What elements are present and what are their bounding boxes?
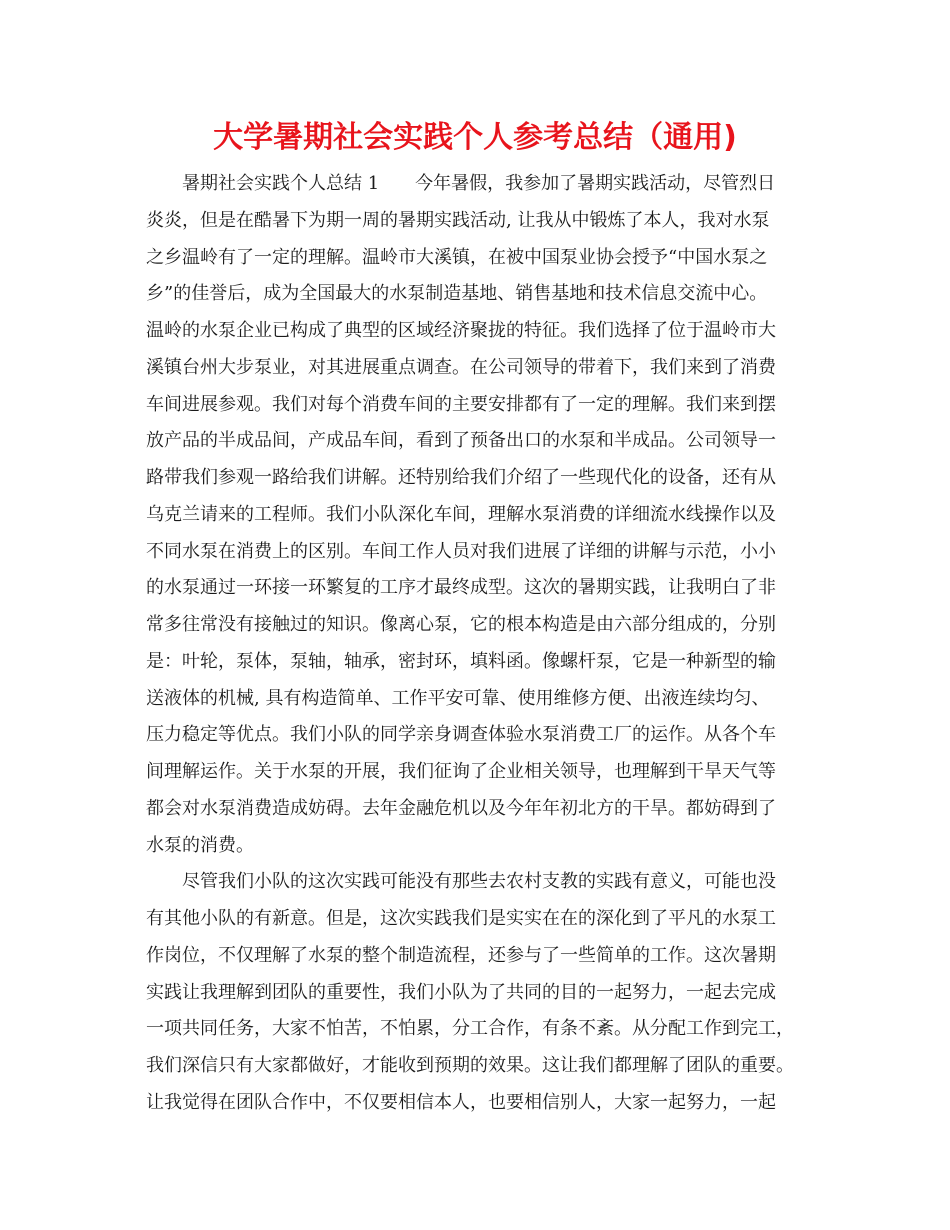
text-line: 之乡温岭有了一定的理解。温岭市大溪镇，在被中国泵业协会授予“中国水泵之 [146, 246, 768, 268]
text-line: 是：叶轮，泵体，泵轴，轴承，密封环，填料函。像螺杆泵，它是一种新型的输 [146, 650, 776, 672]
text-line: 有其他小队的有新意。但是，这次实践我们是实实在在的深化到了平凡的水泵工 [146, 908, 776, 929]
text-line: 不同水泵在消费上的区别。车间工作人员对我们进展了详细的讲解与示范，小小 [146, 540, 776, 562]
text-line: 我们深信只有大家都做好，才能收到预期的效果。这让我们都理解了团队的重要。 [146, 1055, 794, 1076]
text-line: 路带我们参观一路给我们讲解。还特别给我们介绍了一些现代化的设备，还有从 [146, 467, 776, 488]
text-line: 乡”的佳誉后，成为全国最大的水泵制造基地、销售基地和技术信息交流中心。 [146, 283, 768, 305]
text-line: 车间进展参观。我们对每个消费车间的主要安排都有了一定的理解。我们来到摆 [146, 393, 776, 415]
text-line: 都会对水泵消费造成妨碍。去年金融危机以及今年年初北方的干旱。都妨碍到了 [146, 797, 776, 819]
paragraph-2 [146, 864, 810, 1121]
text-line: 放产品的半成品间，产成品车间，看到了预备出口的水泵和半成品。公司领导一 [146, 430, 776, 452]
text-line: 作岗位，不仅理解了水泵的整个制造流程，还参与了一些简单的工作。这次暑期 [146, 944, 776, 966]
paragraph-1 [146, 166, 810, 864]
text-line: 一项共同任务，大家不怕苦，不怕累，分工合作，有条不紊。从分配工作到完工， [146, 1018, 794, 1040]
text-line: 实践让我理解到团队的重要性，我们小队为了共同的目的一起努力，一起去完成 [146, 981, 776, 1003]
text-line: 压力稳定等优点。我们小队的同学亲身调查体验水泵消费工厂的运作。从各个车 [146, 724, 776, 746]
document-body [146, 166, 810, 1122]
text-line: 让我觉得在团队合作中，不仅要相信本人，也要相信别人，大家一起努力，一起 [146, 1091, 776, 1113]
document-title: 大学暑期社会实践个人参考总结（通用) [213, 120, 737, 155]
text-line: 送液体的机械, 具有构造简单、工作平安可靠、使用维修方便、出液连续均匀、 [146, 687, 770, 709]
text-line: 的水泵通过一环接一环繁复的工序才最终成型。这次的暑期实践，让我明白了非 [146, 577, 776, 599]
text-line: 溪镇台州大步泵业，对其进展重点调查。在公司领导的带着下，我们来到了消费 [146, 356, 776, 378]
text-line: 水泵的消费。 [146, 834, 254, 856]
text-line: 暑期社会实践个人总结 1 今年暑假，我参加了暑期实践活动，尽管烈日 [182, 173, 776, 194]
text-line: 炎炎，但是在酷暑下为期一周的暑期实践活动, 让我从中锻炼了本人，我对水泵 [146, 209, 770, 231]
text-line: 尽管我们小队的这次实践可能没有那些去农村支教的实践有意义，可能也没 [182, 871, 776, 893]
text-line: 间理解运作。关于水泵的开展，我们征询了企业相关领导，也理解到干旱天气等 [146, 761, 776, 782]
text-line: 温岭的水泵企业已构成了典型的区域经济聚拢的特征。我们选择了位于温岭市大 [146, 320, 776, 341]
text-line: 乌克兰请来的工程师。我们小队深化车间，理解水泵消费的详细流水线操作以及 [146, 503, 776, 525]
text-line: 常多往常没有接触过的知识。像离心泵，它的根本构造是由六部分组成的，分别 [146, 614, 776, 635]
